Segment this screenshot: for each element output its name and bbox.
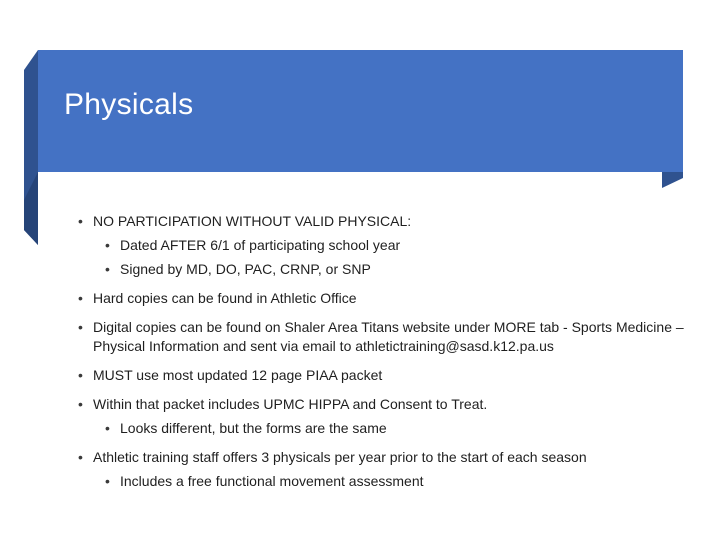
sub-bullet-list: [93, 236, 698, 279]
bullet-text: Athletic training staff offers 3 physicals per year prior to the start of each season: [93, 449, 587, 465]
title-banner-right-fold: [662, 172, 683, 188]
bullet-item: [78, 366, 698, 385]
sub-bullet-item: • Looks different, but the forms are the same: [93, 419, 698, 438]
sub-bullet-item: • Dated AFTER 6/1 of participating school year: [93, 236, 698, 255]
bullet-item: [78, 448, 698, 491]
bullet-item: [78, 318, 698, 356]
slide-title: Physicals: [64, 88, 194, 121]
sub-bullet-list: [93, 419, 698, 438]
bullet-text: Digital copies can be found on Shaler Area Titans website under MORE tab - Sports Medicine – Physical Information and sent via email to athletictraining@sasd.k12.pa.us: [93, 319, 684, 354]
sub-bullet-list: [93, 472, 698, 491]
bullet-text: NO PARTICIPATION WITHOUT VALID PHYSICAL:: [93, 213, 412, 229]
sub-bullet-item: • Includes a free functional movement assessment: [93, 472, 698, 491]
bullet-text: Within that packet includes UPMC HIPPA and Consent to Treat.: [93, 396, 488, 412]
bullet-item: [78, 289, 698, 308]
bullet-text: MUST use most updated 12 page PIAA packet: [93, 367, 383, 383]
bullet-text: Hard copies can be found in Athletic Office: [93, 290, 357, 306]
bullet-item: [78, 395, 698, 438]
sub-bullet-item: • Signed by MD, DO, PAC, CRNP, or SNP: [93, 260, 698, 279]
bullet-item: [78, 212, 698, 279]
bullet-list: [78, 212, 698, 501]
